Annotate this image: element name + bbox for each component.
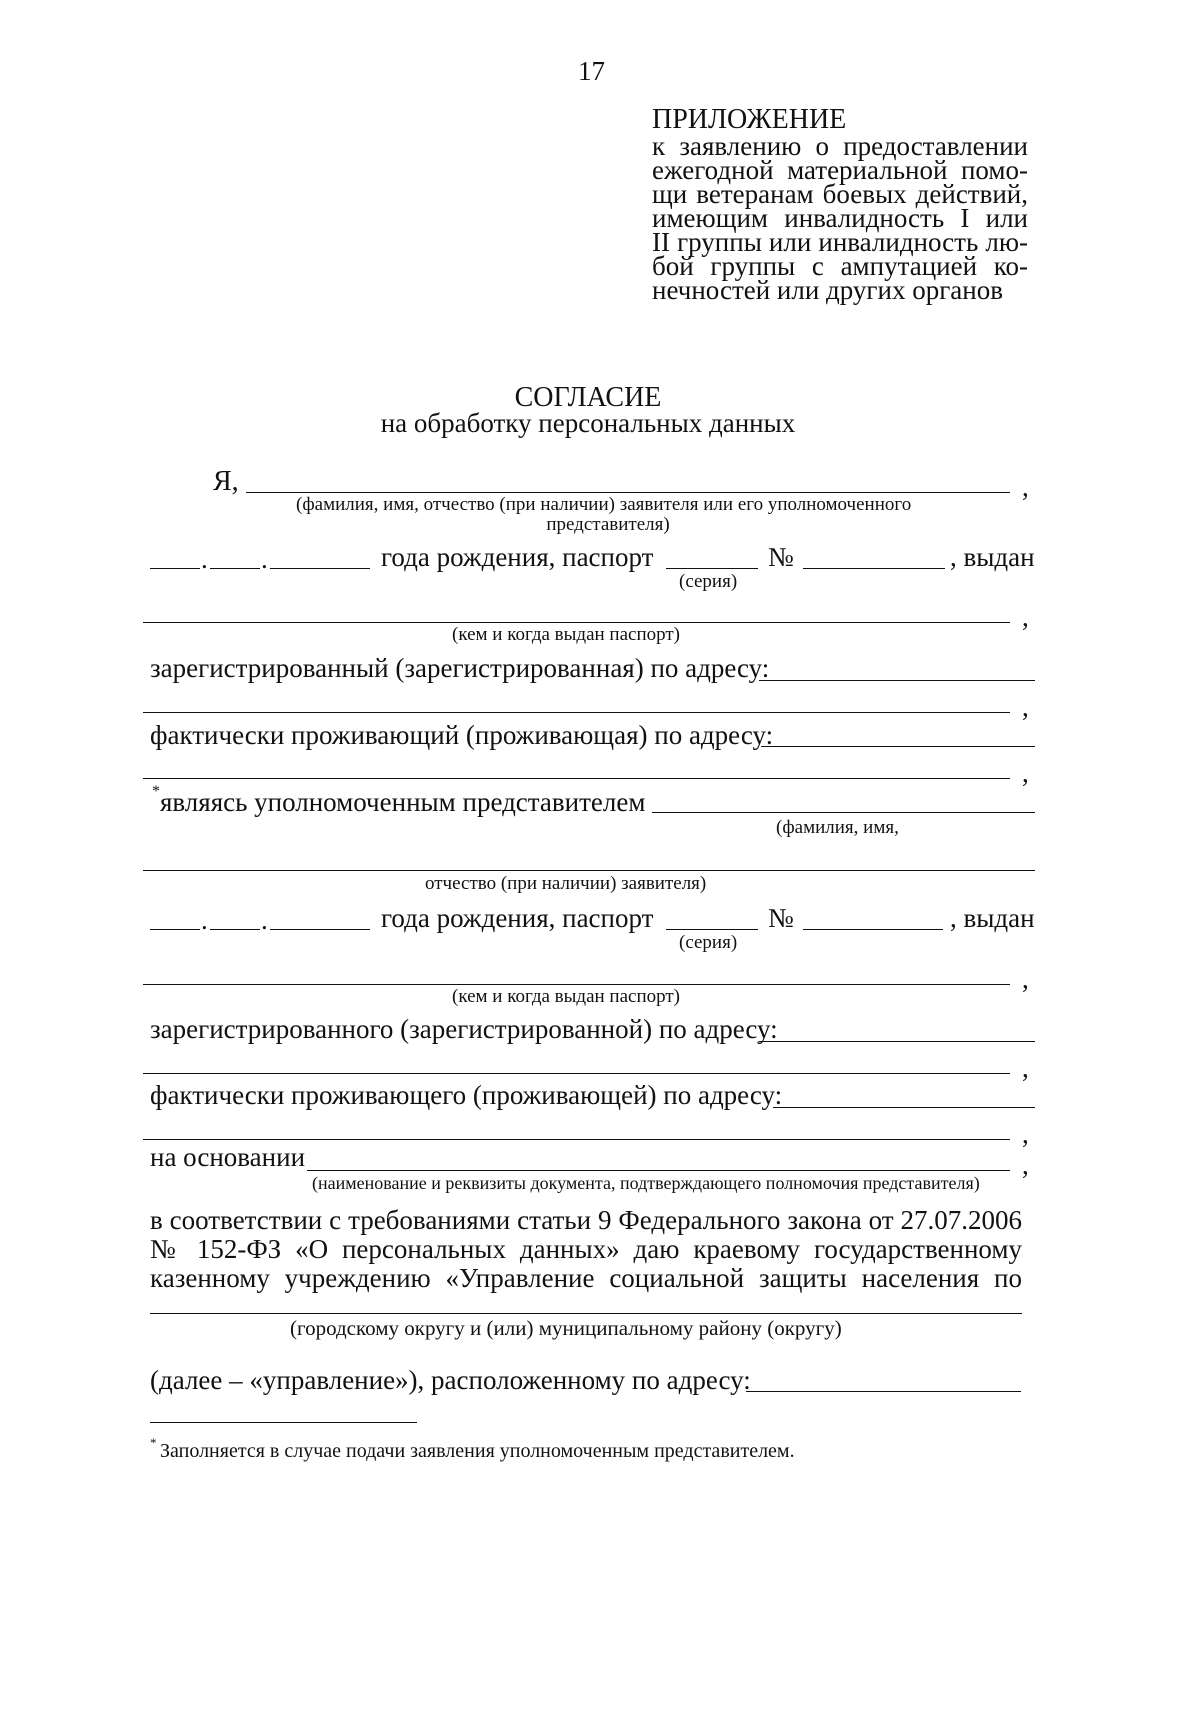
birth-year-field-2[interactable] [270,929,370,930]
appendix-line: нечностей или других органов [652,275,1003,305]
birth-day-field[interactable] [150,568,200,569]
fio-hint-cont: представителя) [546,514,670,535]
district-hint: (городскому округу и (или) муниципальному району (округу) [290,1316,842,1340]
rep-name-hint: (фамилия, имя, [776,817,899,838]
birth-day-field-2[interactable] [150,929,200,930]
comma: , [1022,1150,1029,1180]
footnote-text: Заполняется в случае подачи заявления уполномоченным представителем. [160,1440,795,1462]
i-label: Я, [213,466,239,497]
appendix-line: ежегодной материальной помо- [652,155,1028,185]
footnote-separator [150,1422,417,1423]
series-hint-2: (серия) [679,932,738,953]
consent-text-line: в соответствии с требованиями статьи 9 Федерального закона от 27.07.2006 [150,1205,1022,1235]
appendix-heading: ПРИЛОЖЕНИЕ [652,104,847,135]
registered-address-field-3[interactable] [759,1041,1035,1042]
registered-address-field-4[interactable] [143,1073,1010,1074]
comma: , [1022,1053,1029,1083]
district-field[interactable] [150,1313,1022,1314]
birth-passport-label-2: года рождения, паспорт [381,903,654,933]
consent-text-line: № 152-ФЗ «О персональных данных» даю краевому государственному [150,1234,1022,1264]
rep-patronymic-hint: отчество (при наличии) заявителя) [425,873,707,894]
birth-year-field[interactable] [270,568,370,569]
appendix-line: щи ветеранам боевых действий, [652,179,1028,209]
date-dot: . [261,544,268,574]
actual-address-field[interactable] [761,746,1035,747]
issued-by-hint-2: (кем и когда выдан паспорт) [452,986,681,1007]
passport-number-field-2[interactable] [803,929,943,930]
comma: , [1022,758,1029,788]
issued-label: , выдан [950,542,1035,572]
registered-address-field[interactable] [759,680,1035,681]
appendix-line: имеющим инвалидность I или [652,203,1028,233]
page-number: 17 [578,56,605,86]
footnote-mark: * [150,1435,157,1450]
passport-issued-by-field[interactable] [143,622,1010,623]
birth-passport-label: года рождения, паспорт [381,542,654,572]
appendix-line: бой группы с ампутацией ко- [652,251,1028,281]
passport-series-field-2[interactable] [666,929,758,930]
comma: , [1022,602,1029,632]
number-sign: № [768,542,794,572]
actual-address-field-4[interactable] [143,1139,1010,1140]
date-dot: . [201,905,208,935]
passport-number-field[interactable] [803,568,945,569]
department-address-field[interactable] [746,1391,1021,1392]
further-label: (далее – «управление»), расположенному по адресу: [150,1365,751,1395]
fio-field[interactable] [246,492,1010,493]
issued-label-2: , выдан [950,903,1035,933]
date-dot: . [261,905,268,935]
document-title: СОГЛАСИЕ [514,382,662,413]
registered-label: зарегистрированный (зарегистрированная) по адресу: [150,653,770,683]
comma: , [1022,1119,1029,1149]
comma: , [1022,472,1029,502]
actual-address-label: фактически проживающий (проживающая) по адресу: [150,720,774,750]
basis-hint: (наименование и реквизиты документа, подтверждающего полномочия представителя) [312,1173,980,1193]
consent-text-line: казенному учреждению «Управление социальной защиты населения по [150,1263,1022,1293]
basis-field[interactable] [307,1170,1010,1171]
actual-address-label-2: фактически проживающего (проживающей) по адресу: [150,1080,783,1110]
appendix-line: к заявлению о предоставлении [652,131,1028,161]
comma: , [1022,692,1029,722]
asterisk-mark: * [152,783,160,800]
date-dot: . [201,544,208,574]
fio-hint: (фамилия, имя, отчество (при наличии) заявителя или его уполномоченного [296,494,912,515]
registered-label-2: зарегистрированного (зарегистрированной) по адресу: [150,1014,778,1044]
appendix-line: II группы или инвалидность лю- [652,227,1028,257]
number-sign-2: № [768,903,794,933]
basis-label: на основании [150,1142,306,1172]
series-hint: (серия) [679,571,738,592]
registered-address-field-2[interactable] [143,712,1010,713]
representative-field-2[interactable] [143,870,1035,871]
actual-address-field-2[interactable] [143,778,1010,779]
issued-by-hint: (кем и когда выдан паспорт) [452,624,681,645]
birth-month-field[interactable] [210,568,260,569]
passport-series-field[interactable] [666,568,758,569]
document-subtitle: на обработку персональных данных [380,408,796,438]
birth-month-field-2[interactable] [210,929,260,930]
comma: , [1022,964,1029,994]
representative-field[interactable] [652,812,1035,813]
actual-address-field-3[interactable] [773,1107,1035,1108]
passport-issued-by-field-2[interactable] [143,984,1010,985]
representative-label: являясь уполномоченным представителем [160,787,646,817]
